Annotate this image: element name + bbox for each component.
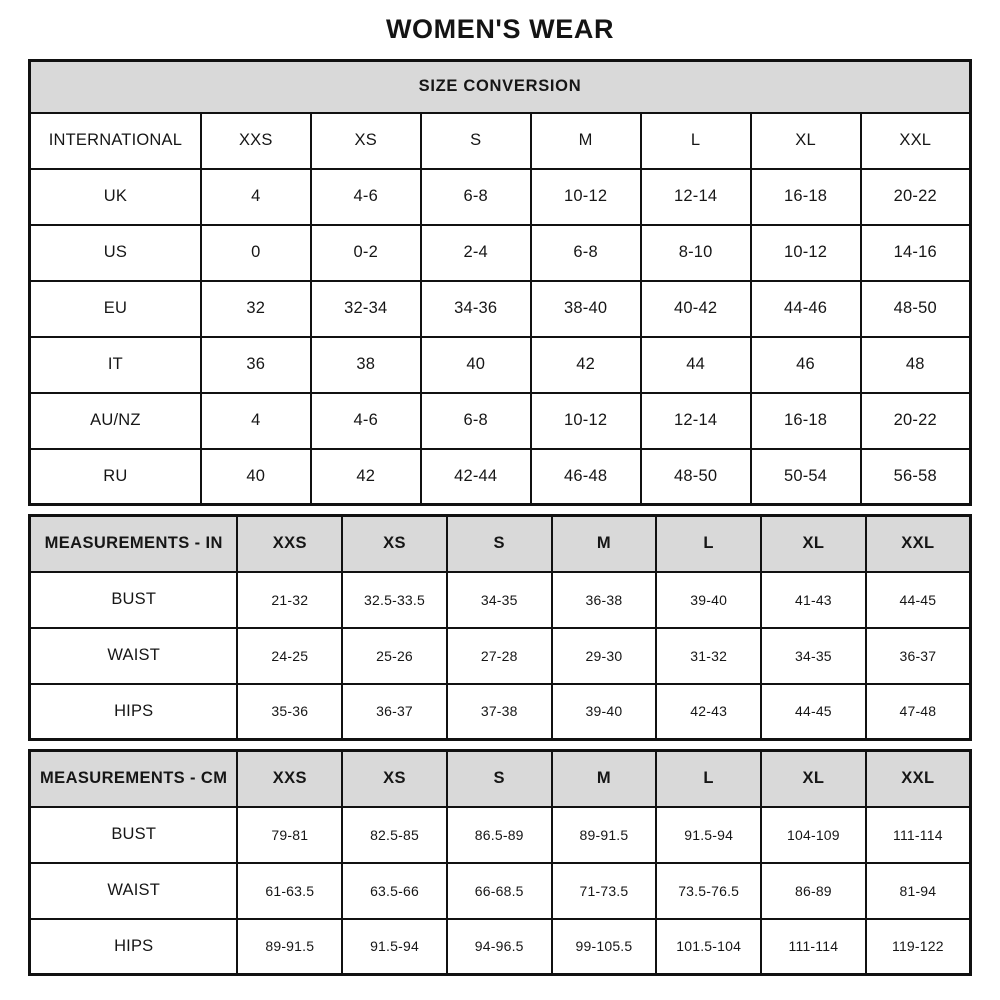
value-cell: 12-14	[641, 393, 751, 449]
value-cell: 44-46	[751, 281, 861, 337]
value-cell: 36-37	[866, 628, 971, 684]
value-cell: 47-48	[866, 684, 971, 740]
value-cell: 86-89	[761, 863, 866, 919]
value-cell: 101.5-104	[656, 919, 761, 975]
value-cell: 34-35	[447, 572, 552, 628]
value-cell: 119-122	[866, 919, 971, 975]
value-cell: 38	[311, 337, 421, 393]
value-cell: 36-37	[342, 684, 447, 740]
table-title-row	[30, 61, 971, 113]
value-cell: 2-4	[421, 225, 531, 281]
value-cell: 42	[311, 449, 421, 505]
value-cell: 10-12	[531, 393, 641, 449]
row-label: BUST	[30, 807, 238, 863]
value-cell: 37-38	[447, 684, 552, 740]
row-label: BUST	[30, 572, 238, 628]
value-cell: 89-91.5	[552, 807, 657, 863]
value-cell: 6-8	[421, 393, 531, 449]
value-cell: 48	[861, 337, 971, 393]
table-row	[30, 807, 971, 863]
row-label: IT	[30, 337, 201, 393]
value-cell: 48-50	[861, 281, 971, 337]
value-cell: 10-12	[531, 169, 641, 225]
value-cell: 6-8	[531, 225, 641, 281]
value-cell: 6-8	[421, 169, 531, 225]
value-cell: 34-36	[421, 281, 531, 337]
column-header-row	[30, 113, 971, 169]
column-header: XXL	[866, 516, 971, 572]
table-row	[30, 863, 971, 919]
measurements-in-table	[28, 514, 972, 741]
column-header: XXS	[237, 516, 342, 572]
column-header: XXL	[866, 751, 971, 807]
value-cell: 44-45	[761, 684, 866, 740]
value-cell: 29-30	[552, 628, 657, 684]
column-header: XS	[342, 516, 447, 572]
value-cell: 38-40	[531, 281, 641, 337]
column-header: M	[552, 516, 657, 572]
value-cell: 4	[201, 393, 311, 449]
value-cell: 0-2	[311, 225, 421, 281]
row-label: HIPS	[30, 919, 238, 975]
row-label: UK	[30, 169, 201, 225]
value-cell: 31-32	[656, 628, 761, 684]
value-cell: 4-6	[311, 393, 421, 449]
column-header: S	[421, 113, 531, 169]
row-label: RU	[30, 449, 201, 505]
value-cell: 34-35	[761, 628, 866, 684]
value-cell: 94-96.5	[447, 919, 552, 975]
value-cell: 46	[751, 337, 861, 393]
page-title: WOMEN'S WEAR	[385, 14, 615, 44]
value-cell: 32	[201, 281, 311, 337]
value-cell: 16-18	[751, 169, 861, 225]
column-header: L	[656, 516, 761, 572]
table-row	[30, 225, 971, 281]
column-header: S	[447, 516, 552, 572]
row-label: AU/NZ	[30, 393, 201, 449]
measurements-cm-table	[28, 749, 972, 976]
column-header: XL	[751, 113, 861, 169]
value-cell: 36	[201, 337, 311, 393]
value-cell: 46-48	[531, 449, 641, 505]
column-header: XXS	[201, 113, 311, 169]
value-cell: 71-73.5	[552, 863, 657, 919]
value-cell: 73.5-76.5	[656, 863, 761, 919]
column-header: M	[531, 113, 641, 169]
value-cell: 56-58	[861, 449, 971, 505]
column-header: L	[656, 751, 761, 807]
column-header: XL	[761, 751, 866, 807]
column-header-row	[30, 751, 971, 807]
column-header: INTERNATIONAL	[30, 113, 201, 169]
value-cell: 39-40	[656, 572, 761, 628]
value-cell: 41-43	[761, 572, 866, 628]
column-header-row	[30, 516, 971, 572]
value-cell: 50-54	[751, 449, 861, 505]
value-cell: 91.5-94	[342, 919, 447, 975]
column-header: XXL	[861, 113, 971, 169]
value-cell: 25-26	[342, 628, 447, 684]
table-row	[30, 281, 971, 337]
row-label: WAIST	[30, 628, 238, 684]
value-cell: 111-114	[866, 807, 971, 863]
column-header: L	[641, 113, 751, 169]
value-cell: 27-28	[447, 628, 552, 684]
value-cell: 40-42	[641, 281, 751, 337]
value-cell: 86.5-89	[447, 807, 552, 863]
value-cell: 42	[531, 337, 641, 393]
table-row	[30, 393, 971, 449]
value-cell: 39-40	[552, 684, 657, 740]
table-row	[30, 684, 971, 740]
value-cell: 4-6	[311, 169, 421, 225]
value-cell: 21-32	[237, 572, 342, 628]
value-cell: 24-25	[237, 628, 342, 684]
value-cell: 36-38	[552, 572, 657, 628]
column-header: XS	[342, 751, 447, 807]
value-cell: 40	[201, 449, 311, 505]
value-cell: 79-81	[237, 807, 342, 863]
column-header: S	[447, 751, 552, 807]
value-cell: 42-43	[656, 684, 761, 740]
table-row	[30, 337, 971, 393]
value-cell: 12-14	[641, 169, 751, 225]
value-cell: 35-36	[237, 684, 342, 740]
value-cell: 44-45	[866, 572, 971, 628]
value-cell: 44	[641, 337, 751, 393]
value-cell: 89-91.5	[237, 919, 342, 975]
value-cell: 20-22	[861, 169, 971, 225]
table-row	[30, 169, 971, 225]
column-header: XS	[311, 113, 421, 169]
value-cell: 48-50	[641, 449, 751, 505]
value-cell: 99-105.5	[552, 919, 657, 975]
value-cell: 61-63.5	[237, 863, 342, 919]
value-cell: 14-16	[861, 225, 971, 281]
value-cell: 16-18	[751, 393, 861, 449]
table-row	[30, 919, 971, 975]
table-row	[30, 628, 971, 684]
value-cell: 91.5-94	[656, 807, 761, 863]
column-header: XXS	[237, 751, 342, 807]
value-cell: 0	[201, 225, 311, 281]
table-row	[30, 449, 971, 505]
value-cell: 4	[201, 169, 311, 225]
value-cell: 42-44	[421, 449, 531, 505]
column-header: MEASUREMENTS - IN	[30, 516, 238, 572]
value-cell: 10-12	[751, 225, 861, 281]
value-cell: 104-109	[761, 807, 866, 863]
column-header: XL	[761, 516, 866, 572]
table-title: SIZE CONVERSION	[30, 61, 971, 113]
value-cell: 40	[421, 337, 531, 393]
column-header: M	[552, 751, 657, 807]
value-cell: 32.5-33.5	[342, 572, 447, 628]
table-row	[30, 572, 971, 628]
value-cell: 32-34	[311, 281, 421, 337]
column-header: MEASUREMENTS - CM	[30, 751, 238, 807]
value-cell: 82.5-85	[342, 807, 447, 863]
row-label: WAIST	[30, 863, 238, 919]
row-label: US	[30, 225, 201, 281]
row-label: EU	[30, 281, 201, 337]
value-cell: 20-22	[861, 393, 971, 449]
value-cell: 8-10	[641, 225, 751, 281]
value-cell: 81-94	[866, 863, 971, 919]
value-cell: 111-114	[761, 919, 866, 975]
value-cell: 63.5-66	[342, 863, 447, 919]
row-label: HIPS	[30, 684, 238, 740]
size-conversion-table	[28, 59, 972, 506]
value-cell: 66-68.5	[447, 863, 552, 919]
